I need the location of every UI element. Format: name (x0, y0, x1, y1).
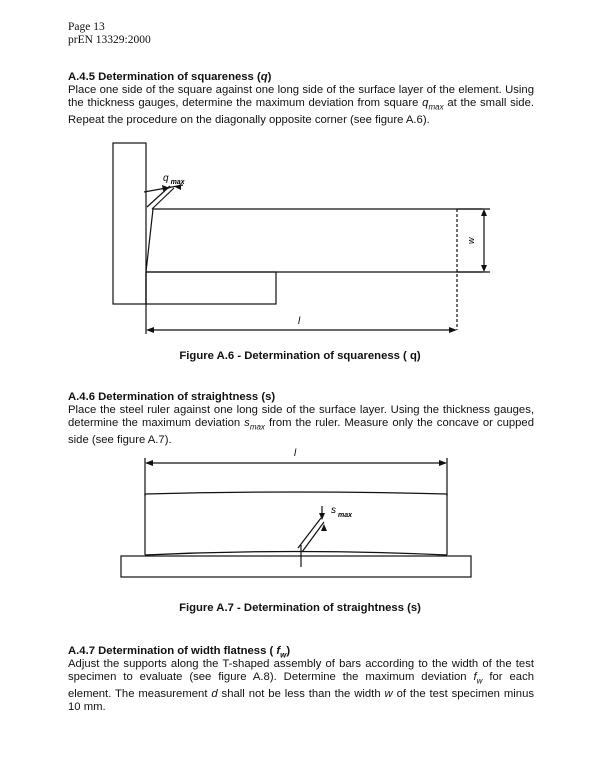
figure-a6-caption: Figure A.6 - Determination of squareness ( q) (179, 350, 421, 362)
page-number: Page 13 (68, 21, 105, 33)
label-l-a7: l (294, 448, 297, 459)
document-id: prEN 13329:2000 (68, 34, 151, 46)
element-top-edge-a7 (145, 492, 447, 494)
element-concave-bottom (145, 552, 447, 556)
figure-a7-caption: Figure A.7 - Determination of straightness (s) (179, 602, 421, 614)
section-paragraph-a45: Place one side of the square against one long side of the surface layer of the element. Using the thickness gauges, determine the maximum deviation from square $q_{max}$ at the small side. Repeat the procedure on the diagonally opposite corner (see figure A.6). (68, 84, 534, 127)
section-heading-a47: A.4.7 Determination of width flatness ( $f_w$) (68, 645, 291, 660)
section-heading-a46: A.4.6 Determination of straightness (s) (68, 391, 276, 403)
label-qmax: q $_{max}$ (163, 173, 185, 186)
section-heading-a45: A.4.5 Determination of squareness (q) (68, 71, 272, 83)
label-l-a6: l (298, 316, 301, 327)
steel-ruler (121, 556, 471, 577)
section-paragraph-a46: Place the steel ruler against one long side of the surface layer. Using the thickness gauges, determine the maximum deviation $s_{max}$ from the ruler. Measure only the concave or cupped side (see figure A.7). (68, 404, 534, 447)
smax-leader (298, 518, 321, 548)
label-w: w (466, 237, 476, 244)
section-paragraph-a47: Adjust the supports along the T-shaped assembly of bars according to the width of the test specimen to evaluate (see figure A.8). Determine the maximum deviation $f_w$ for each element. The measurement d shall not be less than the width w of the test specimen minus 10 mm. (68, 658, 535, 714)
label-smax: s $_{max}$ (331, 505, 353, 519)
